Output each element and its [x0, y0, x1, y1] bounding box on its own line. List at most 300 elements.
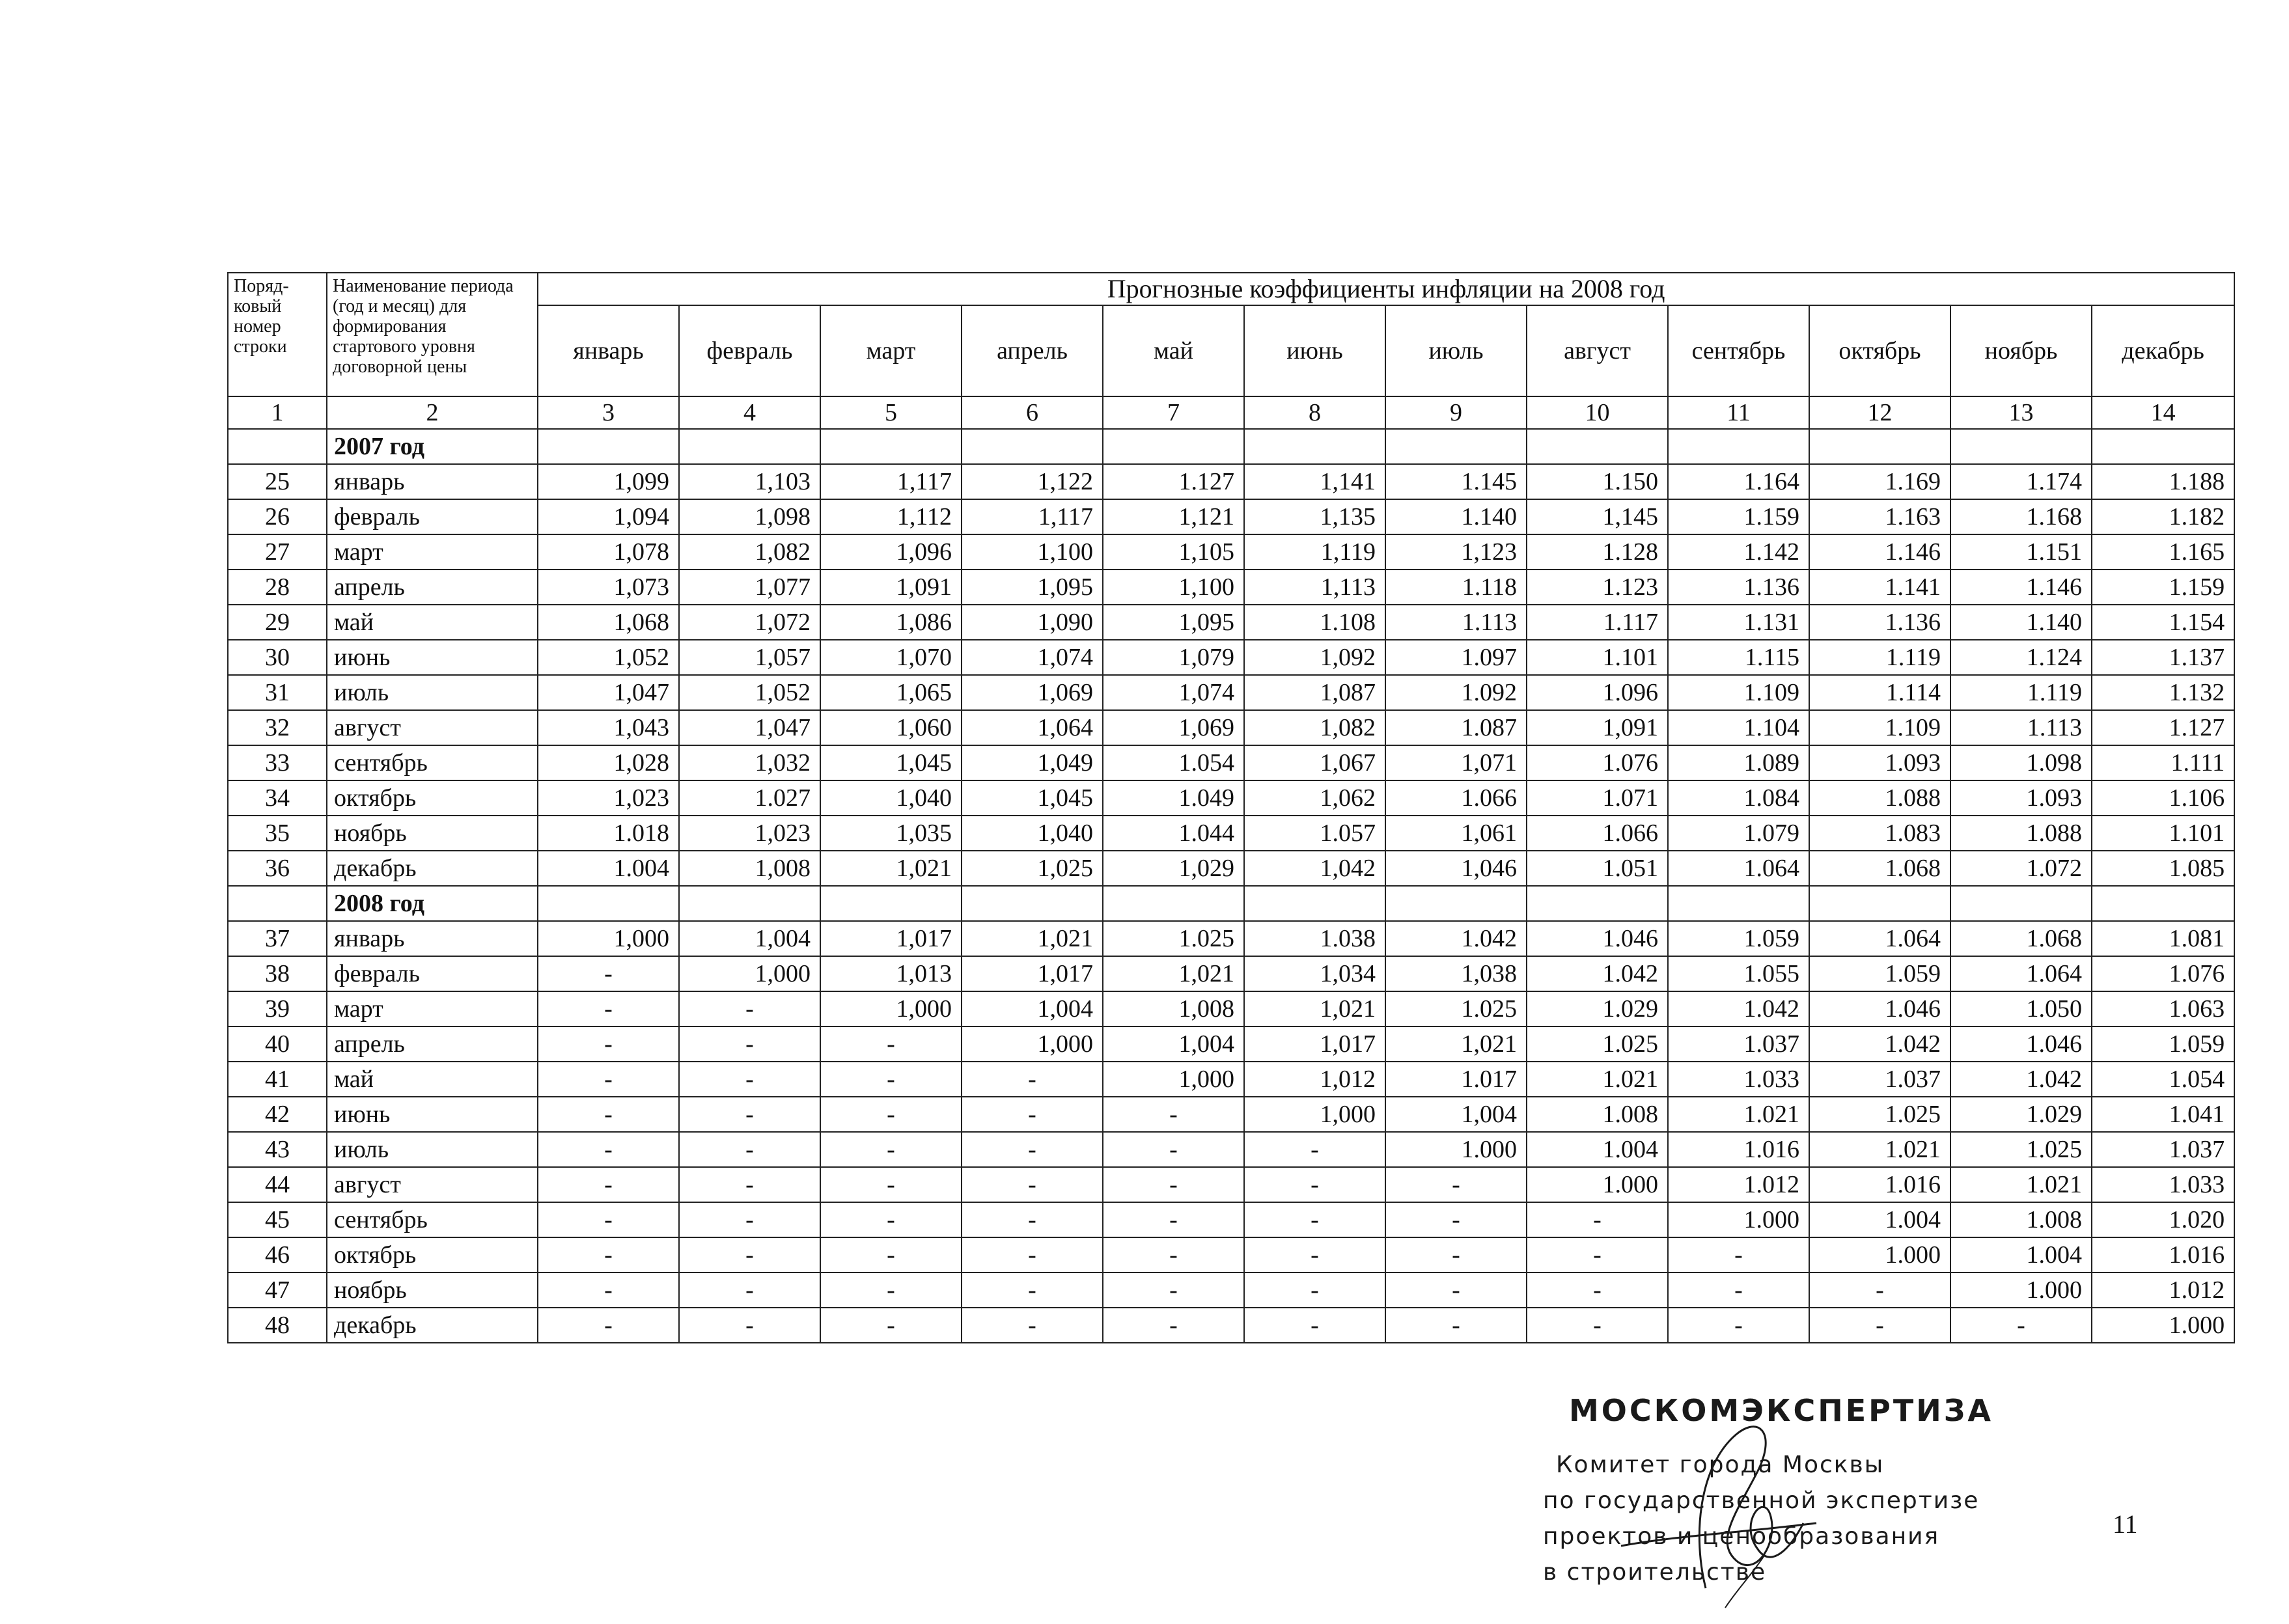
coefficient-cell: 1,035: [820, 816, 962, 851]
coefficient-cell: 1,073: [538, 570, 679, 605]
coefficient-cell: -: [679, 991, 820, 1026]
coefficient-cell: -: [679, 1167, 820, 1202]
period-name: февраль: [327, 499, 538, 534]
coefficient-cell: 1.033: [1668, 1062, 1809, 1097]
coefficient-cell: 1.072: [1950, 851, 2092, 886]
period-name: май: [327, 1062, 538, 1097]
handwritten-signature: [1543, 1393, 1986, 1614]
coefficient-cell: -: [1809, 1308, 1950, 1343]
coefficient-cell: 1.150: [1527, 464, 1668, 499]
row-number: 46: [228, 1237, 327, 1273]
coefficient-cell: 1.017: [1385, 1062, 1527, 1097]
column-number: 7: [1103, 396, 1244, 429]
coefficient-cell: 1.083: [1809, 816, 1950, 851]
coefficient-cell: 1,091: [1527, 710, 1668, 745]
coefficient-cell: 1.046: [1527, 921, 1668, 956]
coefficient-cell: -: [1668, 1308, 1809, 1343]
coefficient-cell: 1.012: [2092, 1273, 2234, 1308]
empty-cell: [1244, 429, 1385, 464]
coefficient-cell: 1.044: [1103, 816, 1244, 851]
coefficient-cell: 1.104: [1668, 710, 1809, 745]
coefficient-cell: 1.101: [1527, 640, 1668, 675]
coefficient-cell: -: [820, 1237, 962, 1273]
table-row: [228, 534, 2234, 570]
coefficient-cell: 1,117: [820, 464, 962, 499]
month-header: ноябрь: [1950, 305, 2092, 396]
coefficient-cell: 1,071: [1385, 745, 1527, 780]
coefficient-cell: -: [1385, 1273, 1527, 1308]
empty-cell: [1809, 886, 1950, 921]
coefficient-cell: 1.021: [1527, 1062, 1668, 1097]
month-header: сентябрь: [1668, 305, 1809, 396]
table-row: [228, 1167, 2234, 1202]
column-number: 14: [2092, 396, 2234, 429]
empty-cell: [1668, 429, 1809, 464]
row-number: 43: [228, 1132, 327, 1167]
coefficient-cell: 1.109: [1809, 710, 1950, 745]
coefficient-cell: 1,017: [962, 956, 1103, 991]
coefficient-cell: -: [679, 1273, 820, 1308]
coefficient-cell: -: [538, 1273, 679, 1308]
coefficient-cell: -: [538, 1167, 679, 1202]
coefficient-cell: 1.000: [1385, 1132, 1527, 1167]
empty-cell: [1527, 886, 1668, 921]
coefficient-cell: 1.076: [2092, 956, 2234, 991]
coefficient-cell: 1,004: [679, 921, 820, 956]
coefficient-cell: 1.114: [1809, 675, 1950, 710]
coefficient-cell: 1.109: [1668, 675, 1809, 710]
coefficient-cell: -: [538, 1026, 679, 1062]
coefficient-cell: 1.000: [1668, 1202, 1809, 1237]
coefficient-cell: 1.111: [2092, 745, 2234, 780]
coefficient-cell: 1.037: [1809, 1062, 1950, 1097]
coefficient-cell: 1.088: [1809, 780, 1950, 816]
coefficient-cell: -: [962, 1062, 1103, 1097]
coefficient-cell: 1.004: [1950, 1237, 2092, 1273]
organization-stamp: [1543, 1393, 1994, 1614]
coefficient-cell: 1.008: [1527, 1097, 1668, 1132]
coefficient-cell: 1,091: [820, 570, 962, 605]
row-number: 42: [228, 1097, 327, 1132]
coefficient-cell: 1,013: [820, 956, 962, 991]
coefficient-cell: 1.146: [1950, 570, 2092, 605]
coefficient-cell: -: [1527, 1308, 1668, 1343]
coefficient-cell: 1.136: [1809, 605, 1950, 640]
coefficient-cell: 1,065: [820, 675, 962, 710]
coefficient-cell: 1.046: [1809, 991, 1950, 1026]
coefficient-cell: 1.098: [1950, 745, 2092, 780]
coefficient-cell: -: [820, 1062, 962, 1097]
header-row-title: [228, 273, 2234, 305]
table-row: [228, 710, 2234, 745]
table-row: [228, 1273, 2234, 1308]
coefficient-cell: -: [538, 1132, 679, 1167]
coefficient-cell: 1,017: [820, 921, 962, 956]
coefficient-cell: 1.021: [1809, 1132, 1950, 1167]
coefficient-cell: -: [1244, 1273, 1385, 1308]
coefficient-cell: 1,038: [1385, 956, 1527, 991]
coefficient-cell: 1.131: [1668, 605, 1809, 640]
coefficient-cell: -: [679, 1132, 820, 1167]
coefficient-cell: 1.108: [1244, 605, 1385, 640]
coefficient-cell: 1,121: [1103, 499, 1244, 534]
coefficient-cell: 1.049: [1103, 780, 1244, 816]
coefficient-cell: 1.118: [1385, 570, 1527, 605]
coefficient-cell: -: [820, 1026, 962, 1062]
column-number: 8: [1244, 396, 1385, 429]
coefficient-cell: 1.042: [1527, 956, 1668, 991]
coefficient-cell: 1.054: [2092, 1062, 2234, 1097]
coefficient-cell: 1.097: [1385, 640, 1527, 675]
coefficient-cell: -: [538, 1202, 679, 1237]
coefficient-cell: 1.159: [1668, 499, 1809, 534]
coefficient-cell: 1.054: [1103, 745, 1244, 780]
coefficient-cell: -: [820, 1167, 962, 1202]
coefficient-cell: 1,023: [679, 816, 820, 851]
column-number: 2: [327, 396, 538, 429]
coefficient-cell: 1,070: [820, 640, 962, 675]
row-number: 36: [228, 851, 327, 886]
empty-cell: [1527, 429, 1668, 464]
coefficient-cell: 1,145: [1527, 499, 1668, 534]
coefficient-cell: 1,000: [1244, 1097, 1385, 1132]
header-period-name: Наименование периода (год и месяц) для формирования стартового уровня договорной цены: [327, 273, 538, 396]
coefficient-cell: -: [1244, 1308, 1385, 1343]
coefficient-cell: 1,095: [962, 570, 1103, 605]
coefficient-cell: 1,123: [1385, 534, 1527, 570]
coefficient-cell: 1,094: [538, 499, 679, 534]
column-number: 13: [1950, 396, 2092, 429]
coefficient-cell: 1,105: [1103, 534, 1244, 570]
coefficient-cell: 1.050: [1950, 991, 2092, 1026]
coefficient-cell: 1.037: [1668, 1026, 1809, 1062]
coefficient-cell: 1.068: [1950, 921, 2092, 956]
coefficient-cell: 1,095: [1103, 605, 1244, 640]
coefficient-cell: 1.057: [1244, 816, 1385, 851]
period-name: март: [327, 991, 538, 1026]
coefficient-cell: 1.142: [1668, 534, 1809, 570]
coefficient-cell: 1.025: [1385, 991, 1527, 1026]
month-header: август: [1527, 305, 1668, 396]
coefficient-cell: 1.076: [1527, 745, 1668, 780]
coefficient-cell: -: [1385, 1167, 1527, 1202]
coefficient-cell: 1.021: [1668, 1097, 1809, 1132]
coefficient-cell: -: [820, 1202, 962, 1237]
empty-cell: [1244, 886, 1385, 921]
coefficient-cell: -: [962, 1132, 1103, 1167]
period-name: февраль: [327, 956, 538, 991]
empty-cell: [1950, 429, 2092, 464]
coefficient-cell: 1.068: [1809, 851, 1950, 886]
coefficient-cell: 1,012: [1244, 1062, 1385, 1097]
coefficient-cell: 1.113: [1385, 605, 1527, 640]
coefficient-cell: 1,082: [679, 534, 820, 570]
empty-cell: [820, 429, 962, 464]
coefficient-cell: 1,004: [1385, 1097, 1527, 1132]
coefficient-cell: 1.016: [1668, 1132, 1809, 1167]
column-number: 6: [962, 396, 1103, 429]
coefficient-cell: 1.012: [1668, 1167, 1809, 1202]
empty-cell: [2092, 886, 2234, 921]
coefficient-cell: 1.174: [1950, 464, 2092, 499]
column-number: 9: [1385, 396, 1527, 429]
coefficient-cell: 1.106: [2092, 780, 2234, 816]
year-row: [228, 429, 2234, 464]
row-number: 37: [228, 921, 327, 956]
coefficient-cell: 1.093: [1809, 745, 1950, 780]
coefficient-cell: 1,122: [962, 464, 1103, 499]
coefficient-cell: 1,008: [679, 851, 820, 886]
coefficient-cell: -: [1809, 1273, 1950, 1308]
coefficient-cell: -: [538, 1097, 679, 1132]
coefficient-cell: -: [820, 1097, 962, 1132]
coefficient-cell: -: [1103, 1167, 1244, 1202]
coefficient-cell: 1,004: [1103, 1026, 1244, 1062]
coefficient-cell: -: [962, 1273, 1103, 1308]
coefficient-cell: 1,135: [1244, 499, 1385, 534]
empty-cell: [1385, 429, 1527, 464]
coefficient-cell: -: [1668, 1273, 1809, 1308]
coefficient-cell: -: [1103, 1308, 1244, 1343]
month-header: апрель: [962, 305, 1103, 396]
column-number: 4: [679, 396, 820, 429]
coefficient-cell: 1,004: [962, 991, 1103, 1026]
coefficient-cell: -: [1527, 1273, 1668, 1308]
period-name: март: [327, 534, 538, 570]
coefficient-cell: 1,060: [820, 710, 962, 745]
coefficient-cell: 1.029: [1527, 991, 1668, 1026]
table-row: [228, 991, 2234, 1026]
coefficient-cell: 1.071: [1527, 780, 1668, 816]
empty-cell: [1668, 886, 1809, 921]
period-name: июль: [327, 1132, 538, 1167]
coefficient-cell: 1.140: [1385, 499, 1527, 534]
empty-cell: [538, 429, 679, 464]
coefficient-cell: 1.164: [1668, 464, 1809, 499]
row-number: 47: [228, 1273, 327, 1308]
column-number: 11: [1668, 396, 1809, 429]
coefficient-cell: 1,077: [679, 570, 820, 605]
row-number: 32: [228, 710, 327, 745]
coefficient-cell: 1.141: [1809, 570, 1950, 605]
coefficient-cell: -: [1103, 1237, 1244, 1273]
coefficient-cell: 1,103: [679, 464, 820, 499]
coefficient-cell: 1.018: [538, 816, 679, 851]
coefficient-cell: 1,025: [962, 851, 1103, 886]
table-row: [228, 640, 2234, 675]
month-header: июль: [1385, 305, 1527, 396]
coefficient-cell: 1,000: [679, 956, 820, 991]
coefficient-cell: 1,112: [820, 499, 962, 534]
coefficient-cell: 1.000: [2092, 1308, 2234, 1343]
coefficient-cell: 1.113: [1950, 710, 2092, 745]
coefficient-cell: 1.059: [2092, 1026, 2234, 1062]
period-name: июль: [327, 675, 538, 710]
coefficient-cell: 1,068: [538, 605, 679, 640]
coefficient-cell: -: [538, 1062, 679, 1097]
coefficient-cell: 1,000: [1103, 1062, 1244, 1097]
coefficient-cell: -: [1668, 1237, 1809, 1273]
empty-cell: [228, 429, 327, 464]
coefficient-cell: -: [1385, 1237, 1527, 1273]
coefficient-cell: 1.059: [1668, 921, 1809, 956]
coefficient-cell: 1.137: [2092, 640, 2234, 675]
coefficient-cell: 1,100: [962, 534, 1103, 570]
period-name: ноябрь: [327, 816, 538, 851]
coefficient-cell: -: [1244, 1237, 1385, 1273]
coefficient-cell: 1.136: [1668, 570, 1809, 605]
coefficient-cell: 1,000: [820, 991, 962, 1026]
coefficient-cell: -: [538, 991, 679, 1026]
column-number: 3: [538, 396, 679, 429]
coefficient-cell: 1,074: [962, 640, 1103, 675]
coefficient-cell: 1,099: [538, 464, 679, 499]
coefficient-cell: 1,078: [538, 534, 679, 570]
coefficient-cell: 1.101: [2092, 816, 2234, 851]
period-name: октябрь: [327, 780, 538, 816]
month-header: май: [1103, 305, 1244, 396]
coefficient-cell: 1.021: [1950, 1167, 2092, 1202]
coefficient-cell: 1.004: [538, 851, 679, 886]
coefficient-cell: 1.004: [1809, 1202, 1950, 1237]
stamp-line-3: проектов и ценообразования: [1543, 1523, 1940, 1550]
coefficient-cell: -: [679, 1237, 820, 1273]
coefficient-cell: -: [1244, 1132, 1385, 1167]
coefficient-cell: 1.033: [2092, 1167, 2234, 1202]
coefficient-cell: 1.025: [1103, 921, 1244, 956]
row-number: 45: [228, 1202, 327, 1237]
coefficient-cell: 1,079: [1103, 640, 1244, 675]
period-name: апрель: [327, 570, 538, 605]
period-name: июнь: [327, 1097, 538, 1132]
coefficient-cell: -: [1385, 1308, 1527, 1343]
row-number: 34: [228, 780, 327, 816]
coefficient-cell: 1.084: [1668, 780, 1809, 816]
coefficient-cell: 1,043: [538, 710, 679, 745]
table-row: [228, 1062, 2234, 1097]
table-row: [228, 745, 2234, 780]
coefficient-cell: 1,092: [1244, 640, 1385, 675]
coefficient-cell: 1.163: [1809, 499, 1950, 534]
coefficient-cell: 1.089: [1668, 745, 1809, 780]
coefficient-cell: -: [1103, 1273, 1244, 1308]
table-row: [228, 816, 2234, 851]
row-number: 26: [228, 499, 327, 534]
table-row: [228, 605, 2234, 640]
coefficient-cell: -: [679, 1026, 820, 1062]
coefficient-cell: 1,040: [820, 780, 962, 816]
coefficient-cell: 1,069: [1103, 710, 1244, 745]
empty-cell: [1809, 429, 1950, 464]
coefficient-cell: -: [1527, 1202, 1668, 1237]
coefficient-cell: 1,045: [962, 780, 1103, 816]
row-number: 25: [228, 464, 327, 499]
coefficient-cell: 1,023: [538, 780, 679, 816]
coefficient-cell: -: [679, 1097, 820, 1132]
empty-cell: [679, 886, 820, 921]
coefficient-cell: 1,028: [538, 745, 679, 780]
row-number: 29: [228, 605, 327, 640]
coefficient-cell: 1.079: [1668, 816, 1809, 851]
coefficient-cell: -: [820, 1273, 962, 1308]
coefficient-cell: 1,045: [820, 745, 962, 780]
column-number: 10: [1527, 396, 1668, 429]
empty-cell: [1103, 429, 1244, 464]
period-name: август: [327, 1167, 538, 1202]
coefficient-cell: 1.042: [1950, 1062, 2092, 1097]
stamp-line-1: Комитет города Москвы: [1556, 1452, 1885, 1478]
coefficient-cell: 1.038: [1244, 921, 1385, 956]
year-label: 2008 год: [327, 886, 538, 921]
coefficient-cell: 1,047: [679, 710, 820, 745]
row-number: 40: [228, 1026, 327, 1062]
coefficient-cell: 1,062: [1244, 780, 1385, 816]
coefficient-cell: 1,069: [962, 675, 1103, 710]
coefficient-cell: -: [820, 1308, 962, 1343]
coefficient-cell: 1,034: [1244, 956, 1385, 991]
coefficient-cell: 1,087: [1244, 675, 1385, 710]
empty-cell: [538, 886, 679, 921]
coefficient-cell: 1.081: [2092, 921, 2234, 956]
period-name: сентябрь: [327, 1202, 538, 1237]
coefficient-cell: 1,021: [1244, 991, 1385, 1026]
month-header: март: [820, 305, 962, 396]
table-row: [228, 1308, 2234, 1343]
coefficient-cell: 1,040: [962, 816, 1103, 851]
coefficient-cell: 1.119: [1950, 675, 2092, 710]
coefficient-cell: 1.165: [2092, 534, 2234, 570]
coefficient-cell: 1.004: [1527, 1132, 1668, 1167]
column-number: 5: [820, 396, 962, 429]
table-row: [228, 675, 2234, 710]
coefficient-cell: -: [679, 1308, 820, 1343]
coefficient-cell: 1,119: [1244, 534, 1385, 570]
coefficient-cell: 1.140: [1950, 605, 2092, 640]
table-row: [228, 499, 2234, 534]
coefficient-cell: -: [538, 1237, 679, 1273]
coefficient-cell: 1.066: [1527, 816, 1668, 851]
coefficient-cell: 1.027: [679, 780, 820, 816]
coefficient-cell: -: [538, 1308, 679, 1343]
period-name: август: [327, 710, 538, 745]
coefficient-cell: -: [1103, 1097, 1244, 1132]
table-row: [228, 921, 2234, 956]
coefficient-cell: -: [962, 1202, 1103, 1237]
column-number: 1: [228, 396, 327, 429]
coefficient-cell: 1.055: [1668, 956, 1809, 991]
period-name: май: [327, 605, 538, 640]
coefficient-cell: 1,082: [1244, 710, 1385, 745]
table-row: [228, 851, 2234, 886]
coefficient-cell: 1.146: [1809, 534, 1950, 570]
coefficient-cell: 1,096: [820, 534, 962, 570]
table-title: Прогнозные коэффициенты инфляции на 2008 год: [538, 273, 2234, 305]
table-row: [228, 1132, 2234, 1167]
empty-cell: [1103, 886, 1244, 921]
coefficient-cell: 1.132: [2092, 675, 2234, 710]
table-row: [228, 780, 2234, 816]
coefficient-cell: 1.016: [1809, 1167, 1950, 1202]
coefficient-cell: 1,090: [962, 605, 1103, 640]
coefficient-cell: 1,032: [679, 745, 820, 780]
coefficient-cell: 1.020: [2092, 1202, 2234, 1237]
coefficient-cell: 1.042: [1668, 991, 1809, 1026]
table-row: [228, 464, 2234, 499]
coefficient-cell: 1,008: [1103, 991, 1244, 1026]
coefficient-cell: 1.085: [2092, 851, 2234, 886]
coefficient-cell: 1.128: [1527, 534, 1668, 570]
coefficient-cell: 1.000: [1527, 1167, 1668, 1202]
